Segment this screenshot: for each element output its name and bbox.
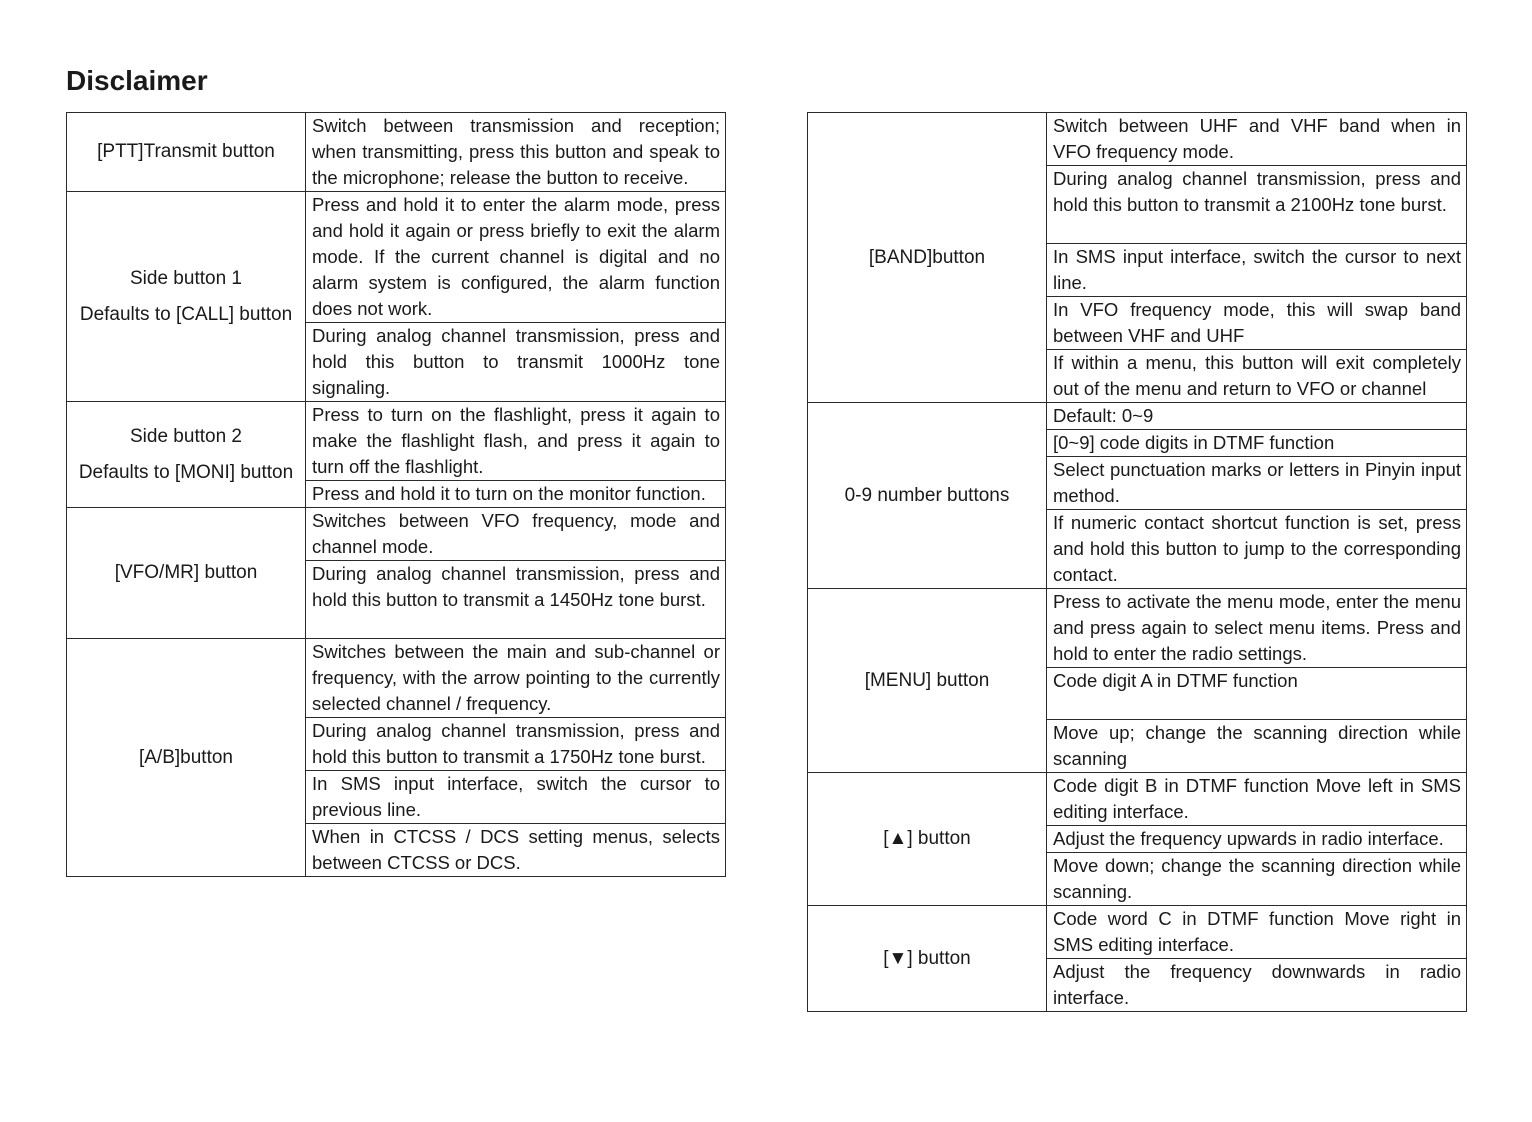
function-description-cell <box>306 508 726 561</box>
function-description: During analog channel transmission, press and hold this button to transmit a 2100Hz tone burst. <box>1053 168 1461 215</box>
function-description-cell <box>1047 906 1467 959</box>
function-description: In VFO frequency mode, this will swap band between VHF and UHF <box>1053 299 1461 346</box>
function-description: Adjust the frequency upwards in radio interface. <box>1053 828 1444 849</box>
function-description: Press and hold it to turn on the monitor function. <box>312 483 706 504</box>
function-description-cell <box>306 771 726 824</box>
function-description-cell <box>1047 244 1467 297</box>
page-title: Disclaimer <box>66 65 208 96</box>
button-name-line: Side button 1 <box>130 267 242 289</box>
function-description-cell <box>1047 773 1467 826</box>
button-name-line: [VFO/MR] button <box>114 562 258 583</box>
function-description-cell <box>1047 826 1467 853</box>
function-description: Adjust the frequency downwards in radio interface. <box>1053 961 1461 1008</box>
button-name-cell <box>67 113 306 192</box>
function-description-cell <box>1047 350 1467 403</box>
function-description-cell <box>1047 589 1467 668</box>
function-description: In SMS input interface, switch the cursor to next line. <box>1053 246 1461 293</box>
button-function-table-right <box>807 112 1467 1012</box>
function-description-cell <box>1047 853 1467 906</box>
function-description-cell <box>1047 166 1467 244</box>
table-row <box>67 192 726 323</box>
button-name-line: Side button 2 <box>130 425 242 447</box>
function-description: If within a menu, this button will exit completely out of the menu and return to VFO or channel <box>1053 352 1461 399</box>
function-description-cell <box>306 192 726 323</box>
button-name-cell <box>67 192 306 402</box>
function-description-cell <box>306 561 726 639</box>
function-description-cell <box>306 323 726 402</box>
button-name-line: [▲] button <box>883 828 971 849</box>
function-description-cell <box>306 402 726 481</box>
button-name-line: [BAND]button <box>868 246 986 268</box>
function-description-cell <box>1047 457 1467 510</box>
function-description: Default: 0~9 <box>1053 405 1154 426</box>
function-description-cell <box>1047 668 1467 720</box>
table-row <box>67 639 726 718</box>
function-description-cell <box>1047 720 1467 773</box>
function-description-cell <box>306 639 726 718</box>
function-description: Code word C in DTMF function Move right in SMS editing interface. <box>1053 908 1461 955</box>
table-row <box>808 113 1467 166</box>
function-description: During analog channel transmission, press and hold this button to transmit 1000Hz tone signaling. <box>312 325 720 398</box>
function-description-cell <box>1047 510 1467 589</box>
function-description: Press to turn on the flashlight, press it again to make the flashlight flash, and press it again to turn off the flashlight. <box>312 404 720 477</box>
function-description-cell <box>1047 403 1467 430</box>
table-row <box>67 402 726 481</box>
function-description: During analog channel transmission, press and hold this button to transmit a 1750Hz tone burst. <box>312 720 720 767</box>
function-description: In SMS input interface, switch the cursor to previous line. <box>312 773 720 820</box>
button-name-cell <box>808 113 1047 403</box>
button-name-line: [▼] button <box>883 947 971 969</box>
function-description: Press and hold it to enter the alarm mode, press and hold it again or press briefly to exit the alarm mode. If the current channel is digital and no alarm system is configured, the alarm function does not work. <box>312 194 720 319</box>
button-name-line: Defaults to [MONI] button <box>78 461 294 483</box>
button-name-cell <box>808 773 1047 906</box>
button-name-cell <box>808 906 1047 1012</box>
button-name-line: Defaults to [CALL] button <box>79 303 293 325</box>
button-name-cell <box>67 402 306 508</box>
table-row <box>808 589 1467 668</box>
function-description: During analog channel transmission, press and hold this button to transmit a 1450Hz tone burst. <box>312 563 720 610</box>
button-name-cell <box>808 589 1047 773</box>
table-row <box>67 508 726 561</box>
function-description: Switches between the main and sub-channel or frequency, with the arrow pointing to the currently selected channel / frequency. <box>312 641 720 714</box>
function-description: Switch between UHF and VHF band when in VFO frequency mode. <box>1053 115 1461 162</box>
function-description: Select punctuation marks or letters in Pinyin input method. <box>1053 459 1461 506</box>
table-row <box>808 773 1467 826</box>
function-description: Press to activate the menu mode, enter the menu and press again to select menu items. Press and hold to enter the radio settings. <box>1053 591 1461 664</box>
function-description: Move down; change the scanning direction while scanning. <box>1053 855 1461 902</box>
function-description: [0~9] code digits in DTMF function <box>1053 432 1335 453</box>
function-description: If numeric contact shortcut function is set, press and hold this button to jump to the corresponding contact. <box>1053 512 1461 585</box>
table-row <box>67 113 726 192</box>
button-name-line: 0-9 number buttons <box>844 484 1010 506</box>
function-description: Move up; change the scanning direction while scanning <box>1053 722 1461 769</box>
function-description: When in CTCSS / DCS setting menus, selects between CTCSS or DCS. <box>312 826 720 873</box>
button-name-cell <box>67 508 306 639</box>
table-row <box>808 403 1467 430</box>
function-description: Code digit B in DTMF function Move left in SMS editing interface. <box>1053 775 1461 822</box>
function-description-cell <box>306 113 726 192</box>
function-description: Switches between VFO frequency, mode and channel mode. <box>312 510 720 557</box>
function-description-cell <box>1047 430 1467 457</box>
function-description: Switch between transmission and reception; when transmitting, press this button and speak to the microphone; release the button to receive. <box>312 115 720 188</box>
button-name-line: [A/B]button <box>138 746 233 768</box>
function-description-cell <box>1047 297 1467 350</box>
function-description-cell <box>1047 959 1467 1012</box>
button-name-line: [MENU] button <box>864 669 990 691</box>
function-description-cell <box>306 481 726 508</box>
button-name-cell <box>67 639 306 877</box>
function-description-cell <box>306 824 726 877</box>
table-row <box>808 906 1467 959</box>
function-description: Code digit A in DTMF function <box>1053 670 1298 691</box>
button-function-table-left <box>66 112 726 877</box>
button-name-line: [PTT]Transmit button <box>97 141 275 162</box>
function-description-cell <box>306 718 726 771</box>
button-name-cell <box>808 403 1047 589</box>
function-description-cell <box>1047 113 1467 166</box>
